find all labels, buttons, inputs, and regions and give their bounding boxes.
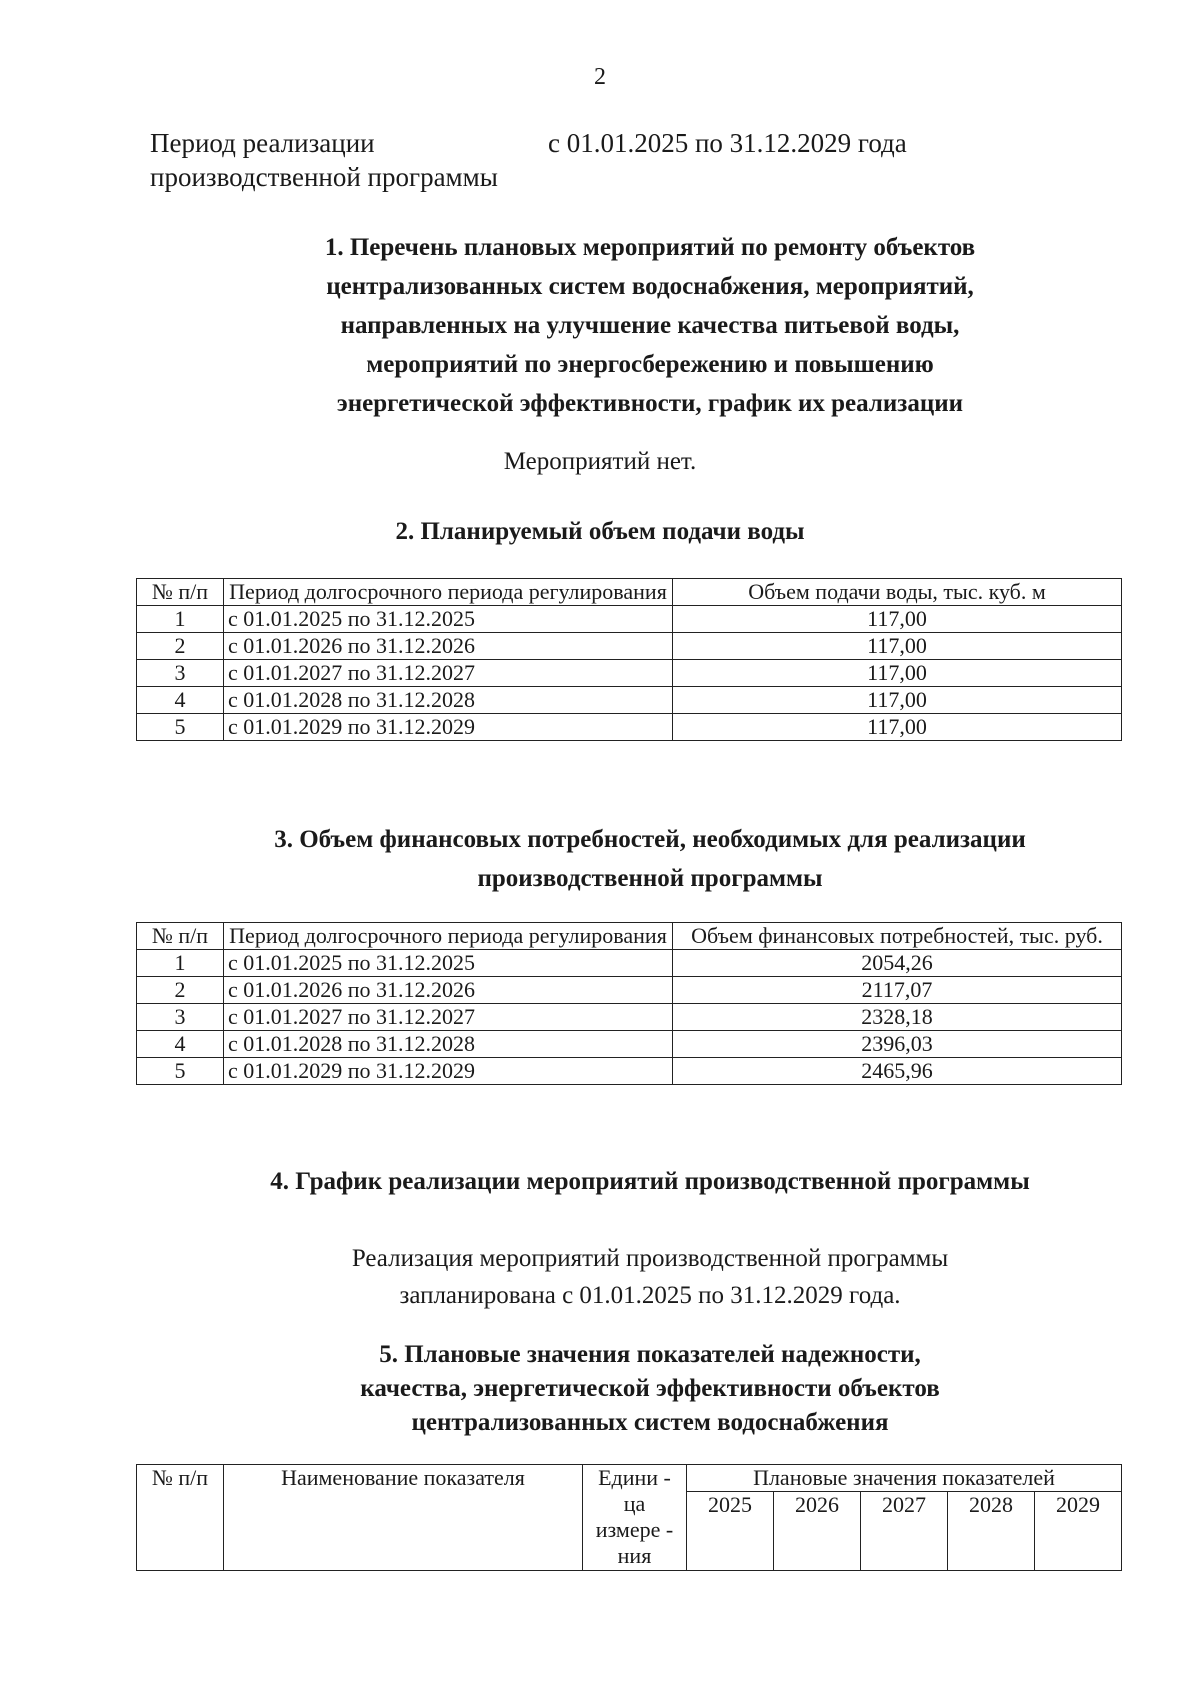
header-period: Период долгосрочного периода регулирования: [224, 579, 673, 606]
section4-title: 4. График реализации мероприятий производственной программы: [270, 1168, 1030, 1195]
row-period: с 01.01.2025 по 31.12.2025: [224, 606, 673, 633]
header-value: Объем подачи воды, тыс. куб. м: [673, 579, 1122, 606]
header-year: 2029: [1035, 1492, 1122, 1571]
section1-body: Мероприятий нет.: [503, 448, 697, 475]
table-row: [137, 633, 1122, 660]
section3-title: 3. Объем финансовых потребностей, необходимых для реализации производственной программы: [274, 826, 1026, 892]
section5-title: 5. Плановые значения показателей надежности, качества, энергетической эффективности объектов централизованных систем водоснабжения: [360, 1341, 940, 1436]
row-value: 117,00: [673, 606, 1122, 633]
row-number: 2: [137, 633, 224, 660]
header-year: 2025: [687, 1492, 774, 1571]
row-period: с 01.01.2026 по 31.12.2026: [224, 977, 673, 1004]
period-value: с 01.01.2025 по 31.12.2029 года: [548, 128, 907, 158]
row-number: 4: [137, 687, 224, 714]
period-label: [150, 126, 498, 194]
header-unit: Едини - ца измере - ния: [583, 1465, 687, 1571]
row-number: 5: [137, 1058, 224, 1085]
table-row: [137, 977, 1122, 1004]
row-period: с 01.01.2027 по 31.12.2027: [224, 660, 673, 687]
water-supply-table: [136, 578, 1122, 741]
header-value: Объем финансовых потребностей, тыс. руб.: [673, 923, 1122, 950]
row-value: 2054,26: [673, 950, 1122, 977]
row-number: 5: [137, 714, 224, 741]
table-header-row: [137, 579, 1122, 606]
row-period: с 01.01.2029 по 31.12.2029: [224, 1058, 673, 1085]
table-row: [137, 606, 1122, 633]
section2-title: 2. Планируемый объем подачи воды: [395, 518, 805, 545]
header-period: Период долгосрочного периода регулирования: [224, 923, 673, 950]
table-row: [137, 660, 1122, 687]
indicators-table: [136, 1464, 1122, 1571]
row-value: 117,00: [673, 660, 1122, 687]
period-label-line1: Период реализации: [150, 128, 375, 158]
section4-body: Реализация мероприятий производственной программы запланирована с 01.01.2025 по 31.12.2029 года.: [351, 1245, 949, 1309]
row-number: 1: [137, 606, 224, 633]
row-period: с 01.01.2026 по 31.12.2026: [224, 633, 673, 660]
row-value: 2465,96: [673, 1058, 1122, 1085]
row-value: 2396,03: [673, 1031, 1122, 1058]
header-year: 2026: [774, 1492, 861, 1571]
row-period: с 01.01.2027 по 31.12.2027: [224, 1004, 673, 1031]
row-value: 117,00: [673, 714, 1122, 741]
header-planned-values: Плановые значения показателей: [687, 1465, 1122, 1492]
header-number: № п/п: [137, 1465, 224, 1571]
table-row: [137, 1058, 1122, 1085]
row-number: 3: [137, 660, 224, 687]
row-value: 2328,18: [673, 1004, 1122, 1031]
table-header-row: [137, 923, 1122, 950]
row-number: 4: [137, 1031, 224, 1058]
financial-needs-table: [136, 922, 1122, 1085]
row-value: 117,00: [673, 633, 1122, 660]
period-label-line2: производственной программы: [150, 162, 498, 192]
header-year: 2028: [948, 1492, 1035, 1571]
row-number: 3: [137, 1004, 224, 1031]
row-period: с 01.01.2029 по 31.12.2029: [224, 714, 673, 741]
header-number: № п/п: [137, 923, 224, 950]
table-row: [137, 687, 1122, 714]
table-row: [137, 950, 1122, 977]
row-value: 2117,07: [673, 977, 1122, 1004]
header-number: № п/п: [137, 579, 224, 606]
header-year: 2027: [861, 1492, 948, 1571]
table-row: [137, 1004, 1122, 1031]
section1-title: 1. Перечень плановых мероприятий по ремонту объектов централизованных систем водоснабжения, мероприятий, направленных на улучшение качества питьевой воды, мероприятий по энергосбережению и повышению энергетической эффективности, график их реализации: [324, 234, 976, 417]
table-row: [137, 714, 1122, 741]
row-value: 117,00: [673, 687, 1122, 714]
row-number: 2: [137, 977, 224, 1004]
page-number: 2: [594, 64, 606, 90]
header-indicator-name: Наименование показателя: [224, 1465, 583, 1571]
row-number: 1: [137, 950, 224, 977]
row-period: с 01.01.2025 по 31.12.2025: [224, 950, 673, 977]
table-header-row: [137, 1465, 1122, 1492]
row-period: с 01.01.2028 по 31.12.2028: [224, 1031, 673, 1058]
table-row: [137, 1031, 1122, 1058]
row-period: с 01.01.2028 по 31.12.2028: [224, 687, 673, 714]
